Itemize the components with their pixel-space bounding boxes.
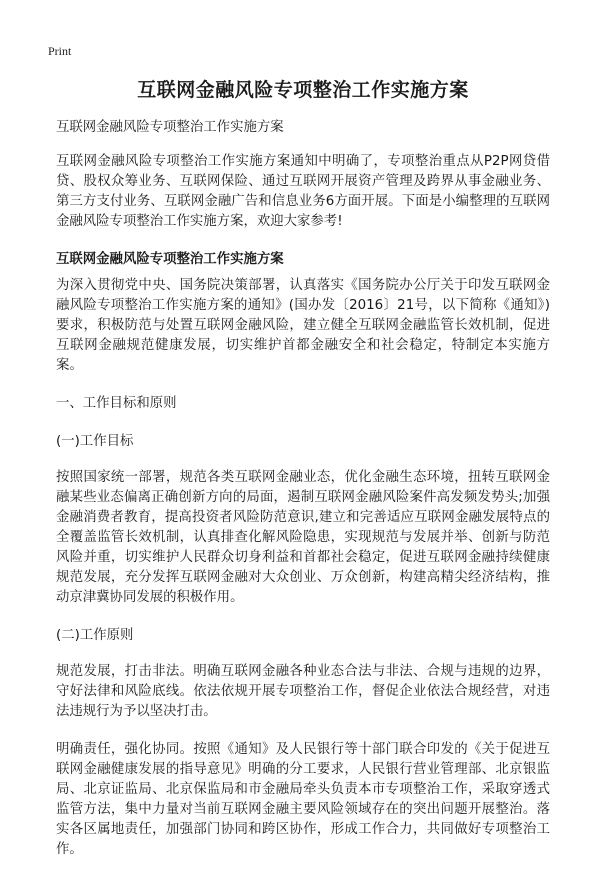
paragraph-principle-1: 规范发展，打击非法。明确互联网金融各种业态合法与非法、合规与违规的边界，守好法律和风险底线。依法依规开展专项整治工作，督促企业依法合规经营，对违法违规行为予以坚决打击。 bbox=[56, 664, 550, 719]
paragraph-purpose: 为深入贯彻党中央、国务院决策部署，认真落实《国务院办公厅关于印发互联网金融风险专项整治工作实施方案的通知》(国办发〔2016〕21号，以下简称《通知》)要求，积极防范与处置互联网金融风险，建立健全互联网金融监管长效机制，促进互联网金融规范健康发展，切实维护首都金融安全和社会稳定，特制定本实施方案。 bbox=[56, 278, 550, 373]
document-subtitle: 互联网金融风险专项整治工作实施方案 bbox=[56, 120, 284, 135]
print-link[interactable]: Print bbox=[48, 44, 72, 58]
document-title: 互联网金融风险专项整治工作实施方案 bbox=[137, 79, 469, 101]
section-heading-1: 一、工作目标和原则 bbox=[56, 396, 177, 411]
document-body bbox=[56, 76, 550, 878]
subsection-heading-goals: (一)工作目标 bbox=[56, 434, 134, 449]
subsection-heading-principles: (二)工作原则 bbox=[56, 628, 134, 643]
intro-paragraph: 互联网金融风险专项整治工作实施方案通知中明确了，专项整治重点从P2P网贷借贷、股权众筹业务、互联网保险、通过互联网开展资产管理及跨界从事金融业务、第三方支付业务、互联网金融广告和信息业务6方面开展。下面是小编整理的互联网金融风险专项整治工作实施方案，欢迎大家参考! bbox=[56, 154, 550, 229]
paragraph-goals: 按照国家统一部署，规范各类互联网金融业态，优化金融生态环境，扭转互联网金融某些业态偏离正确创新方向的局面，遏制互联网金融风险案件高发频发势头;加强金融消费者教育，提高投资者风险防范意识,建立和完善适应互联网金融发展特点的全覆盖监管长效机制，认真排查化解风险隐患，实现规范与发展并举、创新与防范风险并重，切实维护人民群众切身利益和首都社会稳定，促进互联网金融持续健康规范发展，充分发挥互联网金融对大众创业、万众创新，构建高精尖经济结构，推动京津冀协同发展的积极作用。 bbox=[56, 470, 550, 605]
paragraph-principle-2: 明确责任，强化协同。按照《通知》及人民银行等十部门联合印发的《关于促进互联网金融健康发展的指导意见》明确的分工要求，人民银行营业管理部、北京银监局、北京证监局、北京保监局和市金融局牵头负责本市专项整治工作，采取穿透式监管方法，集中力量对当前互联网金融主要风险领域存在的突出问题开展整治。落实各区属地责任，加强部门协同和跨区协作，形成工作合力，共同做好专项整治工作。 bbox=[56, 742, 550, 857]
bold-heading: 互联网金融风险专项整治工作实施方案 bbox=[56, 252, 284, 267]
